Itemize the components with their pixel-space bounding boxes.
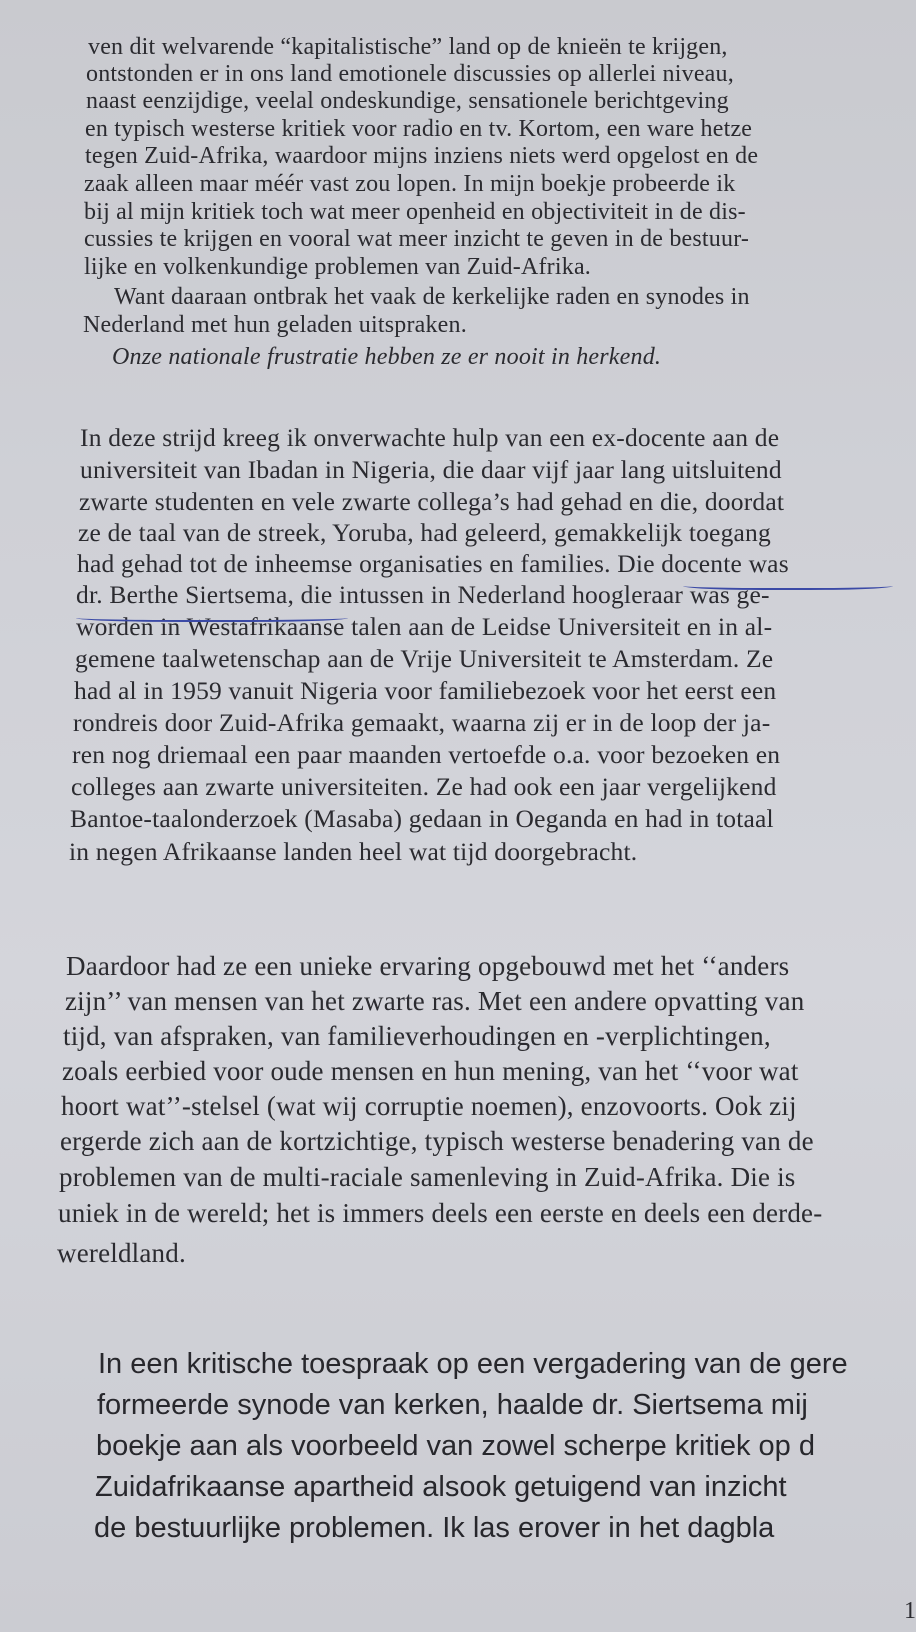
text-line: de bestuurlijke problemen. Ik las erover in het dagbla	[94, 1512, 775, 1544]
text-line: Daardoor had ze een unieke ervaring opgebouwd met het ‘‘anders	[66, 951, 790, 981]
text-line: tegen Zuid-Afrika, waardoor mijns inziens niets werd opgelost en de	[85, 143, 759, 169]
text-line: problemen van de multi-raciale samenleving in Zuid-Afrika. Die is	[59, 1162, 796, 1192]
text-line: In deze strijd kreeg ik onverwachte hulp van een ex-docente aan de	[80, 423, 780, 452]
text-line: ze de taal van de streek, Yoruba, had geleerd, gemakkelijk toegang	[78, 518, 771, 547]
text-line: Zuidafrikaanse apartheid alsook getuigend van inzicht	[95, 1471, 787, 1503]
text-line: ren nog driemaal een paar maanden vertoefde o.a. voor bezoeken en	[72, 740, 781, 769]
text-line: ven dit welvarende “kapitalistische” land op de knieën te krijgen,	[88, 34, 728, 60]
text-line: universiteit van Ibadan in Nigeria, die daar vijf jaar lang uitsluitend	[80, 455, 782, 484]
text-line: cussies te krijgen en vooral wat meer inzicht te geven in de bestuur-	[84, 226, 750, 252]
text-line: boekje aan als voorbeeld van zowel scherpe kritiek op d	[96, 1430, 815, 1462]
text-line: zoals eerbied voor oude mensen en hun mening, van het ‘‘voor wat	[62, 1056, 799, 1086]
text-line: bij al mijn kritiek toch wat meer openheid en objectiviteit in de dis-	[84, 199, 746, 225]
text-line: uniek in de wereld; het is immers deels een eerste en deels een derde-	[58, 1198, 823, 1228]
text-line: worden in Westafrikaanse talen aan de Leidse Universiteit en in al-	[76, 612, 773, 641]
text-line: had al in 1959 vanuit Nigeria voor familiebezoek voor het eerst een	[74, 676, 777, 705]
page-number: 1	[904, 1598, 916, 1624]
text-line: wereldland.	[57, 1238, 186, 1268]
text-line: Want daaraan ontbrak het vaak de kerkelijke raden en synodes in	[114, 284, 750, 310]
text-line: zaak alleen maar méér vast zou lopen. In mijn boekje probeerde ik	[84, 171, 736, 197]
text-line: zijn’’ van mensen van het zwarte ras. Met een andere opvatting van	[65, 986, 805, 1016]
text-line: lijke en volkenkundige problemen van Zuid-Afrika.	[84, 254, 591, 280]
text-line: colleges aan zwarte universiteiten. Ze had ook een jaar vergelijkend	[71, 772, 777, 801]
text-line: dr. Berthe Siertsema, die intussen in Nederland hoogleraar was ge-	[76, 580, 770, 609]
text-line: hoort wat’’-stelsel (wat wij corruptie noemen), enzovoorts. Ook zij	[61, 1091, 797, 1121]
text-line: naast eenzijdige, veelal ondeskundige, sensationele berichtgeving	[86, 88, 729, 114]
pen-underline-mark	[76, 612, 348, 622]
text-line: had gehad tot de inheemse organisaties en families. Die docente was	[77, 549, 789, 578]
text-line: in negen Afrikaanse landen heel wat tijd doorgebracht.	[69, 837, 638, 866]
text-line: rondreis door Zuid-Afrika gemaakt, waarna zij er in de loop der ja-	[73, 708, 771, 737]
text-line: tijd, van afspraken, van familieverhoudingen en -verplichtingen,	[63, 1021, 771, 1051]
text-line: zwarte studenten en vele zwarte collega’s had gehad en die, doordat	[79, 487, 785, 516]
text-line: gemene taalwetenschap aan de Vrije Universiteit te Amsterdam. Ze	[75, 644, 774, 673]
text-line: formeerde synode van kerken, haalde dr. Siertsema mij	[97, 1389, 808, 1421]
text-line: en typisch westerse kritiek voor radio en tv. Kortom, een ware hetze	[85, 116, 753, 142]
pen-underline-mark	[683, 580, 893, 590]
text-line: Onze nationale frustratie hebben ze er nooit in herkend.	[112, 344, 662, 370]
text-line: ergerde zich aan de kortzichtige, typisch westerse benadering van de	[60, 1126, 814, 1156]
text-line: ontstonden er in ons land emotionele discussies op allerlei niveau,	[86, 61, 734, 87]
text-line: In een kritische toespraak op een vergadering van de gere	[98, 1348, 848, 1380]
text-line: Nederland met hun geladen uitspraken.	[83, 312, 467, 338]
text-line: Bantoe-taalonderzoek (Masaba) gedaan in Oeganda en had in totaal	[70, 804, 774, 833]
